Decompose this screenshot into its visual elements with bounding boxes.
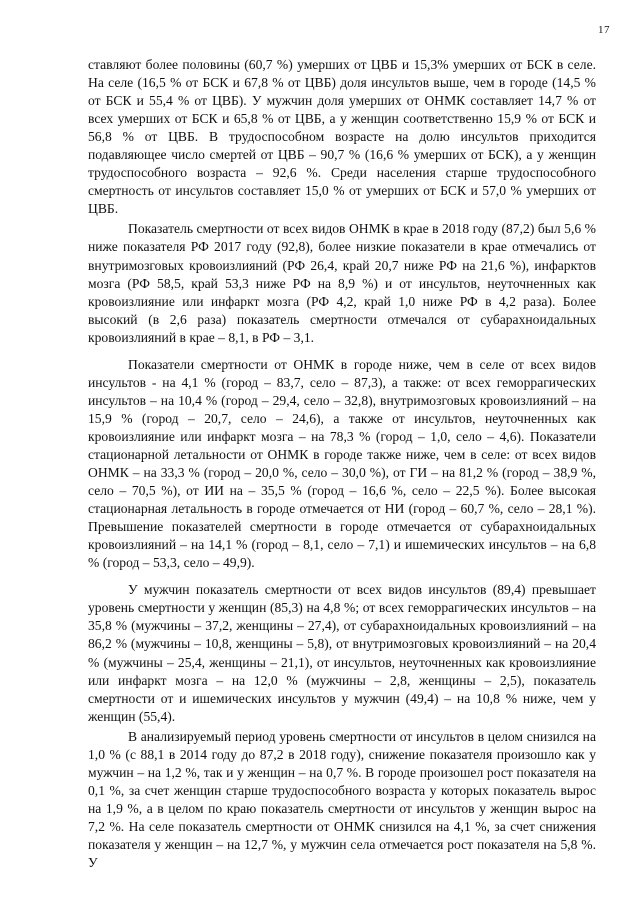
paragraph-men-women-comparison: У мужчин показатель смертности от всех видов инсультов (89,4) превышает уровень смертности у женщин (85,3) на 4,8 %; от всех геморрагических инсультов – на 35,8 % (мужчины – 37,2, женщины – 27,4), от субарахноидальных кровоизлияний – на 86,2 % (мужчины – 10,8, женщины – 5,8), от внутримозговых кровоизлияний – на 20,4 % (мужчины – 25,4, женщины – 21,1), от инсультов, неуточненных как кровоизлияние или инфаркт мозга – на 12,0 % (мужчины – 2,8, женщины – 2,5), показатель смертности от и ишемических инсультов у мужчин (49,4) – на 10,8 % ниже, чем у женщин (55,4).: [88, 582, 596, 724]
paragraph-mortality-rf-comparison: Показатель смертности от всех видов ОНМК в крае в 2018 году (87,2) был 5,6 % ниже показателя РФ 2017 году (92,8), более низкие показатели в крае отмечались от внутримозговых кровоизлияний (РФ 26,4, край 20,7 ниже РФ на 21,6 %), инфарктов мозга (РФ 58,5, край 53,3 ниже РФ на 8,9 %) и от инсультов, неуточненных как кровоизлияние или инфаркт мозга (РФ 4,2, край 1,0 ниже РФ в 4,2 раза). Более высокий (в 2,6 раза) показатель смертности отмечался от субарахноидальных кровоизлияний в крае – 8,1, в РФ – 3,1.: [88, 221, 596, 345]
paragraph-period-dynamics: В анализируемый период уровень смертности от инсультов в целом снизился на 1,0 % (с 88,1 в 2014 году до 87,2 в 2018 году), снижение показателя произошло как у мужчин – на 1,2 %, так и у женщин – на 0,7 %. В городе произошел рост показателя на 0,1 %, за счет женщин старше трудоспособного возраста у которых показатель вырос на 1,9 %, а в целом по краю показатель смертности от инсультов у женщин вырос на 7,2 %. На селе показатель смертности от ОНМК снизился на 4,1 %, за счет снижения показателя у женщин – на 12,7 %, у мужчин села отмечается рост показателя на 5,8 %. У: [88, 728, 596, 871]
document-body: [88, 56, 596, 872]
paragraph-continuation: ставляют более половины (60,7 %) умерших от ЦВБ и 15,3% умерших от БСК в селе. На селе (16,5 % от БСК и 67,8 % от ЦВБ) доля инсультов выше, чем в городе (14,5 % от БСК и 55,4 % от ЦВБ). У мужчин доля умерших от ОНМК составляет 14,7 % от всех умерших от БСК и 65,8 % от ЦВБ, а у женщин соответственно 15,9 % от БСК и 56,8 % от ЦВБ. В трудоспособном возрасте на долю инсультов приходится подавляющее число смертей от ЦВБ – 90,7 % (16,6 % умерших от БСК), а у женщин трудоспособного возраста – 92,6 %. Среди населения старше трудоспособного смертность от инсультов составляет 15,0 % от умерших от БСК и 57,0 % умерших от ЦВБ.: [88, 57, 596, 217]
paragraph-city-village-comparison: Показатели смертности от ОНМК в городе ниже, чем в селе от всех видов инсультов - на 4,1 % (город – 83,7, село – 87,3), а также: от всех геморрагических инсультов – на 10,4 % (город – 29,4, село – 32,8), внутримозговых кровоизлияний – на 15,9 % (город – 20,7, село – 24,6), а также от инсультов, неуточненных как кровоизлияние или инфаркт мозга – на 78,3 % (город – 1,0, село – 4,6). Показатели стационарной летальности от ОНМК в городе также ниже, чем в селе: от всех видов ОНМК – на 33,3 % (город – 20,0 %, село – 30,0 %), от ГИ – на 81,2 % (город – 38,9 %, село – 70,5 %), от ИИ на – 35,5 % (город – 16,6 %, село – 22,5 %). Более высокая стационарная летальность в городе отмечается от НИ (город – 60,7 %, село – 28,1 %). Превышение показателей смертности в городе отмечается от субарахноидальных кровоизлияний – на 14,1 % (город – 8,1, село – 7,1) и ишемических инсультов – на 6,8 % (город – 53,3, село – 49,9).: [88, 356, 596, 571]
page-number: 17: [598, 24, 610, 36]
